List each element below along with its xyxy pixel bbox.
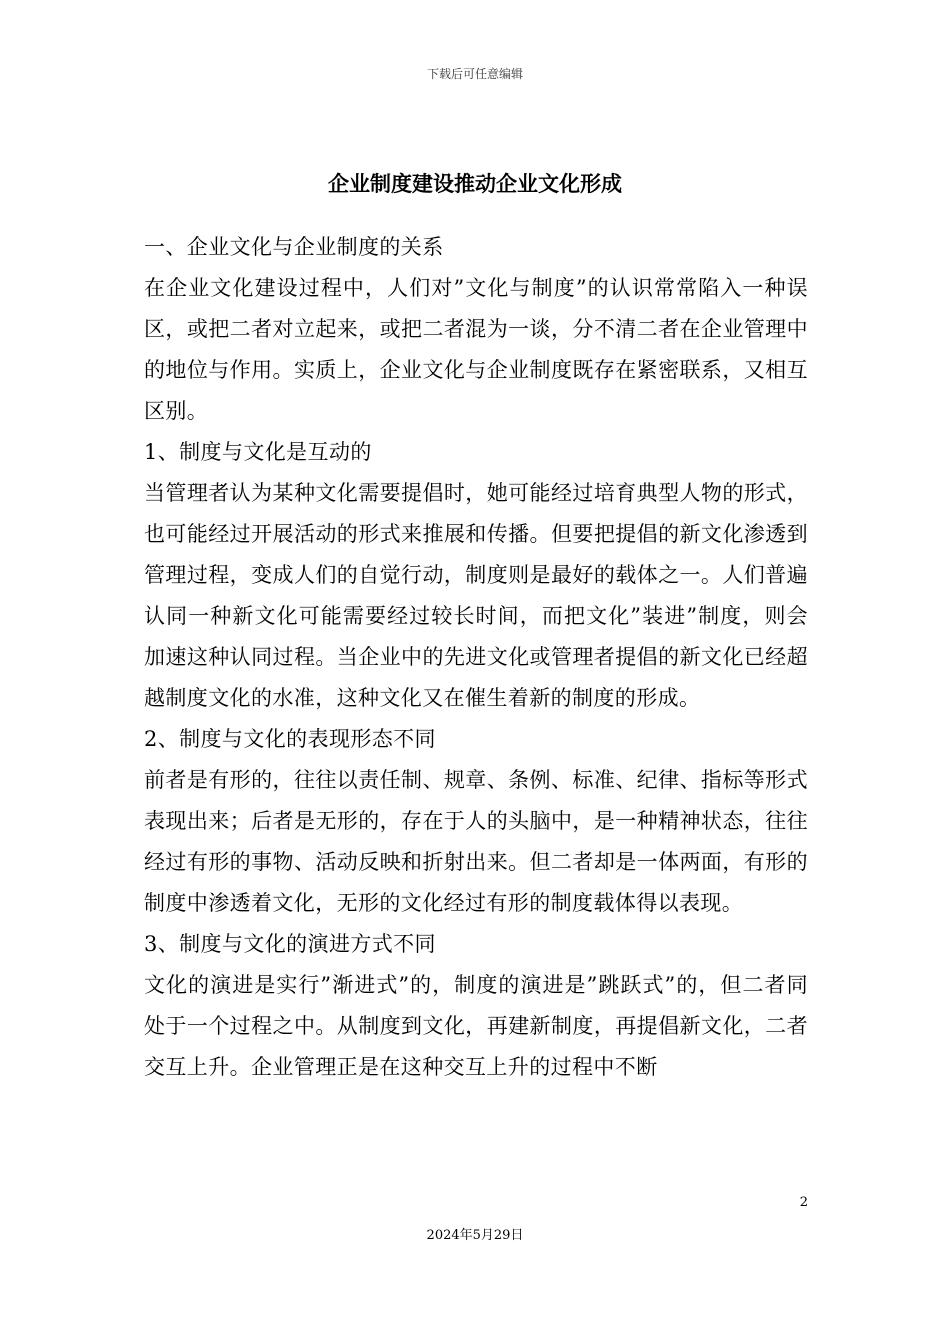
section-heading-1: 一、企业文化与企业制度的关系 xyxy=(144,235,444,259)
page-number: 2 xyxy=(799,1195,808,1210)
page-header: 下载后可任意编辑 xyxy=(426,67,523,81)
body-paragraph-2: 当管理者认为某种文化需要提倡时，她可能经过培育典型人物的形式，也可能经过开展活动的形式来推展和传播。但要把提倡的新文化渗透到管理过程，变成人们的自觉行动，制度则是最好的载体之一。人们普遍认同一种新文化可能需要经过较长时间，而把文化”装进”制度，则会加速这种认同过程。当企业中的先进文化或管理者提倡的新文化已经超越制度文化的水准，这种文化又在催生着新的制度的形成。 xyxy=(144,481,808,710)
subsection-heading-1: 1、制度与文化是互动的 xyxy=(144,440,372,464)
page-footer-date: 2024年5月29日 xyxy=(426,1228,524,1243)
body-paragraph-4: 文化的演进是实行”渐进式”的，制度的演进是”跳跃式”的，但二者同处于一个过程之中。从制度到文化，再建新制度，再提倡新文化，二者交互上升。企业管理正是在这种交互上升的过程中不断 xyxy=(144,973,808,1079)
body-paragraph-3: 前者是有形的，往往以责任制、规章、条例、标准、纪律、指标等形式表现出来；后者是无形的，存在于人的头脑中，是一种精神状态，往往经过有形的事物、活动反映和折射出来。但二者却是一体两面，有形的制度中渗透着文化，无形的文化经过有形的制度载体得以表现。 xyxy=(144,768,808,915)
document-body xyxy=(144,227,808,1088)
document-title: 企业制度建设推动企业文化形成 xyxy=(328,172,622,196)
body-paragraph-1: 在企业文化建设过程中，人们对”文化与制度”的认识常常陷入一种误区，或把二者对立起来，或把二者混为一谈，分不清二者在企业管理中的地位与作用。实质上，企业文化与企业制度既存在紧密联系，又相互区别。 xyxy=(144,276,808,423)
subsection-heading-2: 2、制度与文化的表现形态不同 xyxy=(144,727,436,751)
subsection-heading-3: 3、制度与文化的演进方式不同 xyxy=(144,932,436,956)
